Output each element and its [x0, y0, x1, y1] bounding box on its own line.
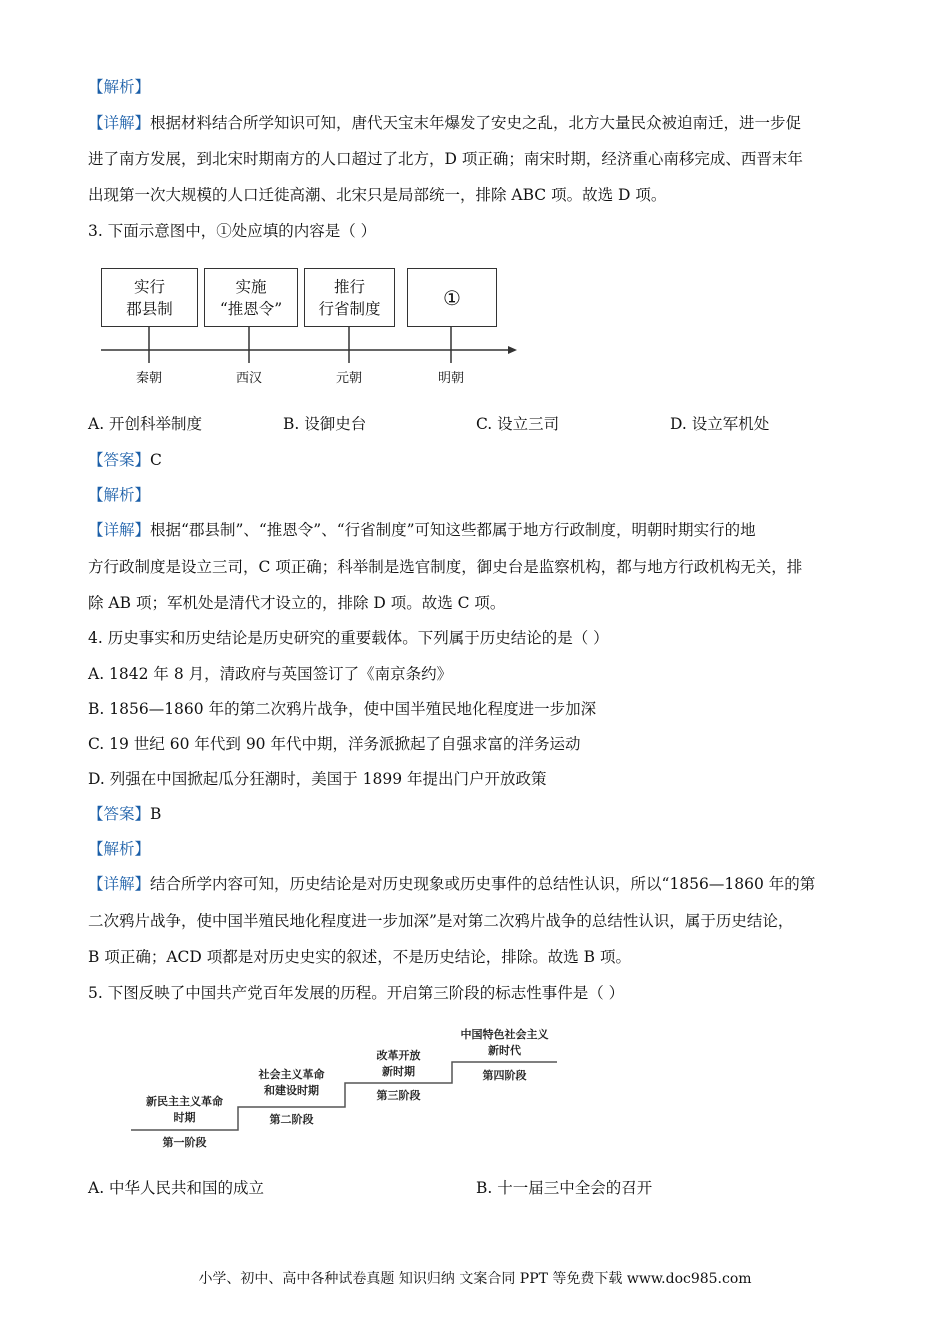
q5-period-3: 改革开放 新时期 — [376, 1049, 421, 1078]
q3-detail-line-3: 除 AB 项；军机处是清代才设立的，排除 D 项。故选 C 项。 — [88, 594, 506, 612]
q3-box-ming-text: ① — [443, 285, 461, 310]
q3-answer-value: C — [150, 451, 162, 469]
q3-option-d: D. 设立军机处 — [670, 415, 770, 433]
q3-option-a: A. 开创科举制度 — [88, 415, 203, 433]
q5-stem: 5. 下图反映了中国共产党百年发展的历程。开启第三阶段的标志性事件是（ ） — [88, 984, 625, 1002]
q4-detail-line-2: 二次鸦片战争，使中国半殖民地化程度进一步加深”是对第二次鸦片战争的总结性认识，属于历史结论， — [88, 912, 794, 930]
q5-period-1: 新民主主义革命 时期 — [146, 1095, 223, 1124]
q4-detail-tag: 【详解】 — [88, 875, 151, 893]
q3-box-qin-text: 实行 郡县制 — [126, 277, 173, 318]
q3-label-qin: 秦朝 — [135, 371, 162, 386]
q4-option-d: D. 列强在中国掀起瓜分狂潮时，美国于 1899 年提出门户开放政策 — [88, 770, 547, 788]
q4-option-c: C. 19 世纪 60 年代到 90 年代中期，洋务派掀起了自强求富的洋务运动 — [88, 735, 581, 753]
q5-stage-2: 第二阶段 — [269, 1113, 314, 1126]
q4-jiexi-label: 【解析】 — [88, 840, 151, 858]
q5-period-4: 中国特色社会主义 新时代 — [460, 1028, 549, 1057]
q5-stage-3: 第三阶段 — [376, 1089, 421, 1102]
q4-option-b: B. 1856—1860 年的第二次鸦片战争，使中国半殖民地化程度进一步加深 — [88, 700, 597, 718]
q2-detail-line-3: 出现第一次大规模的人口迁徙高潮、北宋只是局部统一，排除 ABC 项。故选 D 项。 — [88, 186, 667, 204]
q3-stem: 3. 下面示意图中，①处应填的内容是（ ） — [88, 222, 377, 240]
q4-answer-value: B — [150, 805, 162, 823]
q3-box-xihan-text: 实施 “推恩令” — [219, 277, 283, 318]
q5-stage-1: 第一阶段 — [162, 1136, 207, 1149]
q5-option-b: B. 十一届三中全会的召开 — [476, 1179, 653, 1197]
q2-jiexi-label: 【解析】 — [88, 78, 151, 96]
q3-label-xihan: 西汉 — [235, 371, 262, 386]
q3-option-b: B. 设御史台 — [283, 415, 367, 433]
q3-jiexi-label: 【解析】 — [88, 486, 151, 504]
q2-detail-tag: 【详解】 — [88, 114, 151, 132]
q4-option-a: A. 1842 年 8 月，清政府与英国签订了《南京条约》 — [88, 665, 453, 683]
q4-answer-tag: 【答案】 — [88, 805, 151, 823]
q2-detail-line-2: 进了南方发展，到北宋时期南方的人口超过了北方，D 项正确；南宋时期，经济重心南移完成、西晋末年 — [88, 150, 803, 168]
q5-stage-4: 第四阶段 — [482, 1069, 527, 1082]
q5-option-a: A. 中华人民共和国的成立 — [88, 1179, 265, 1197]
q3-detail-tag: 【详解】 — [88, 521, 151, 539]
page-footer: 小学、初中、高中各种试卷真题 知识归纳 文案合同 PPT 等免费下载 www.doc985.com — [198, 1271, 752, 1287]
q4-detail-text-1: 结合所学内容可知，历史结论是对历史现象或历史事件的总结性认识，所以“1856—1860 年的第 — [150, 875, 816, 893]
q3-label-ming: 明朝 — [437, 371, 464, 386]
q3-label-yuan: 元朝 — [335, 371, 362, 386]
q4-stem: 4. 历史事实和历史结论是历史研究的重要载体。下列属于历史结论的是（ ） — [88, 629, 609, 647]
q2-detail-text-1: 根据材料结合所学知识可知，唐代天宝末年爆发了安史之乱，北方大量民众被迫南迁，进一步促 — [150, 114, 802, 132]
q3-box-yuan-text: 推行 行省制度 — [318, 277, 381, 318]
q5-period-2: 社会主义革命 和建设时期 — [258, 1068, 325, 1097]
q3-detail-text-1: 根据“郡县制”、“推恩令”、“行省制度”可知这些都属于地方行政制度，明朝时期实行的地 — [150, 521, 756, 539]
q3-answer-tag: 【答案】 — [88, 451, 151, 469]
q4-detail-line-3: B 项正确；ACD 项都是对历史史实的叙述，不是历史结论，排除。故选 B 项。 — [88, 948, 631, 966]
q3-option-c: C. 设立三司 — [476, 415, 560, 433]
q3-detail-line-2: 方行政制度是设立三司，C 项正确；科举制是选官制度，御史台是监察机构，都与地方行政机构无关，排 — [88, 558, 803, 576]
